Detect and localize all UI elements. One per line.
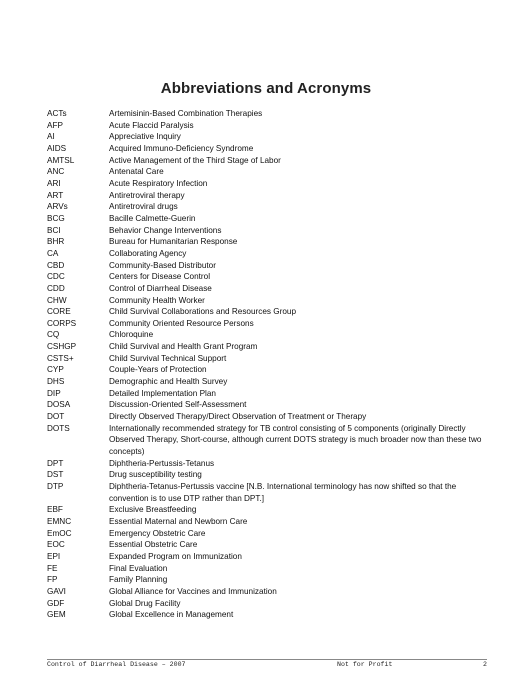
abbreviation: AI: [47, 132, 55, 142]
list-item: [47, 225, 495, 237]
abbreviation: FP: [47, 575, 58, 585]
abbreviation: GEM: [47, 610, 66, 620]
list-item: [47, 143, 495, 155]
definition: Centers for Disease Control: [109, 272, 211, 282]
definition: Bureau for Humanitarian Response: [109, 237, 238, 247]
abbreviation: ANC: [47, 167, 65, 177]
list-item: [47, 376, 495, 388]
abbreviation: CYP: [47, 365, 64, 375]
list-item: [47, 341, 495, 353]
definition: Chloroquine: [109, 330, 154, 340]
page-title: Abbreviations and Acronyms: [160, 80, 372, 97]
list-item: [47, 236, 495, 248]
list-item: [47, 458, 495, 470]
abbreviation: EmOC: [47, 528, 72, 538]
abbreviation: CDC: [47, 272, 65, 282]
definition: Essential Obstetric Care: [109, 540, 198, 550]
list-item: [47, 528, 495, 540]
list-item: [47, 213, 495, 225]
abbreviation: AIDS: [47, 143, 67, 153]
list-item: [47, 271, 495, 283]
abbreviation: BCI: [47, 225, 61, 235]
footer-divider: [47, 659, 487, 660]
definition: Child Survival and Health Grant Program: [109, 342, 258, 352]
list-item: [47, 329, 495, 341]
abbreviation: CSTS+: [47, 353, 74, 363]
definition: Active Management of the Third Stage of Labor: [109, 155, 281, 165]
definition: Community-Based Distributor: [109, 260, 216, 270]
abbreviation: CA: [47, 248, 59, 258]
definition: Community Health Worker: [109, 295, 205, 305]
list-item: [47, 388, 495, 400]
list-item: [47, 399, 495, 411]
list-item: [47, 364, 495, 376]
definition: Acquired Immuno-Deficiency Syndrome: [109, 143, 254, 153]
abbreviation: ART: [47, 190, 64, 200]
list-item: [47, 166, 495, 178]
list-item: [47, 504, 495, 516]
list-item: [47, 574, 495, 586]
definition: Demographic and Health Survey: [109, 377, 228, 387]
abbreviation: DOTS: [47, 423, 70, 433]
definition: Emergency Obstetric Care: [109, 528, 206, 538]
list-item: [47, 609, 495, 621]
definition: Control of Diarrheal Disease: [109, 283, 212, 293]
footer-page-number: 2: [483, 661, 487, 668]
abbreviation: BCG: [47, 213, 65, 223]
footer-note: Not for Profit: [337, 661, 393, 668]
abbreviation: CQ: [47, 330, 60, 340]
definition: Acute Flaccid Paralysis: [109, 120, 194, 130]
definition: Directly Observed Therapy/Direct Observation of Treatment or Therapy: [109, 412, 367, 422]
definition: Internationally recommended strategy for TB control consisting of 5 components (originally Directly Observed Therapy, Short-course, although current DOTS strategy is much broader now than these two concepts): [109, 423, 482, 457]
abbreviation: CBD: [47, 260, 65, 270]
abbreviation: BHR: [47, 237, 65, 247]
abbreviation: DPT: [47, 458, 64, 468]
definition: Bacille Calmette-Guerin: [109, 213, 196, 223]
definition: Behavior Change Interventions: [109, 225, 222, 235]
definition: Collaborating Agency: [109, 248, 187, 258]
definition: Antiretroviral drugs: [109, 202, 178, 212]
abbreviation: CORPS: [47, 318, 77, 328]
abbreviation: GDF: [47, 598, 65, 608]
definition: Global Drug Facility: [109, 598, 181, 608]
list-item: [47, 481, 495, 504]
abbreviation: DHS: [47, 377, 65, 387]
list-item: [47, 131, 495, 143]
abbreviation-list: [47, 108, 495, 621]
definition: Artemisinin-Based Combination Therapies: [109, 109, 263, 118]
definition: Expanded Program on Immunization: [109, 551, 242, 561]
definition: Couple-Years of Protection: [109, 365, 207, 375]
abbreviation: CDD: [47, 283, 65, 293]
definition: Child Survival Collaborations and Resources Group: [109, 307, 297, 317]
list-item: [47, 248, 495, 260]
abbreviation: ACTs: [47, 109, 67, 118]
list-item: [47, 539, 495, 551]
list-item: [47, 295, 495, 307]
abbreviation: ARVs: [47, 202, 68, 212]
definition: Global Excellence in Management: [109, 610, 234, 620]
definition: Diphtheria-Pertussis-Tetanus: [109, 458, 215, 468]
list-item: [47, 201, 495, 213]
list-item: [47, 551, 495, 563]
list-item: [47, 586, 495, 598]
definition: Drug susceptibility testing: [109, 470, 202, 480]
abbreviation: DST: [47, 470, 64, 480]
abbreviation: DIP: [47, 388, 61, 398]
definition: Antiretroviral therapy: [109, 190, 185, 200]
abbreviation: AFP: [47, 120, 63, 130]
definition: Child Survival Technical Support: [109, 353, 227, 363]
list-item: [47, 283, 495, 295]
abbreviation: CORE: [47, 307, 71, 317]
list-item: [47, 353, 495, 365]
footer-document-title: Control of Diarrheal Disease – 2007: [47, 661, 186, 668]
list-item: [47, 469, 495, 481]
abbreviation: GAVI: [47, 586, 66, 596]
definition: Discussion-Oriented Self-Assessment: [109, 400, 247, 410]
abbreviation: DOT: [47, 412, 65, 422]
list-item: [47, 108, 495, 120]
definition: Community Oriented Resource Persons: [109, 318, 254, 328]
abbreviation: EMNC: [47, 516, 72, 526]
definition: Essential Maternal and Newborn Care: [109, 516, 248, 526]
list-item: [47, 306, 495, 318]
abbreviation: DOSA: [47, 400, 71, 410]
definition: Diphtheria-Tetanus-Pertussis vaccine [N.B. International terminology has now shifted so that the convention is to use DTP rather than DPT.]: [109, 482, 457, 503]
list-item: [47, 318, 495, 330]
definition: Appreciative Inquiry: [109, 132, 181, 142]
abbreviation: DTP: [47, 482, 64, 491]
abbreviation: EBF: [47, 505, 63, 515]
list-item: [47, 598, 495, 610]
abbreviation: EOC: [47, 540, 65, 550]
definition: Detailed Implementation Plan: [109, 388, 216, 398]
list-item: [47, 411, 495, 423]
list-item: [47, 178, 495, 190]
abbreviation: EPI: [47, 551, 61, 561]
definition: Exclusive Breastfeeding: [109, 505, 197, 515]
abbreviation: CHW: [47, 295, 67, 305]
definition: Family Planning: [109, 575, 168, 585]
abbreviation: AMTSL: [47, 155, 75, 165]
list-item: [47, 423, 495, 458]
list-item: [47, 260, 495, 272]
abbreviation: CSHGP: [47, 342, 77, 352]
list-item: [47, 190, 495, 202]
list-item: [47, 516, 495, 528]
list-item: [47, 563, 495, 575]
abbreviation: FE: [47, 563, 58, 573]
definition: Global Alliance for Vaccines and Immunization: [109, 586, 277, 596]
list-item: [47, 120, 495, 132]
definition: Final Evaluation: [109, 563, 168, 573]
definition: Acute Respiratory Infection: [109, 178, 208, 188]
definition: Antenatal Care: [109, 167, 164, 177]
abbreviation: ARI: [47, 178, 61, 188]
list-item: [47, 155, 495, 167]
